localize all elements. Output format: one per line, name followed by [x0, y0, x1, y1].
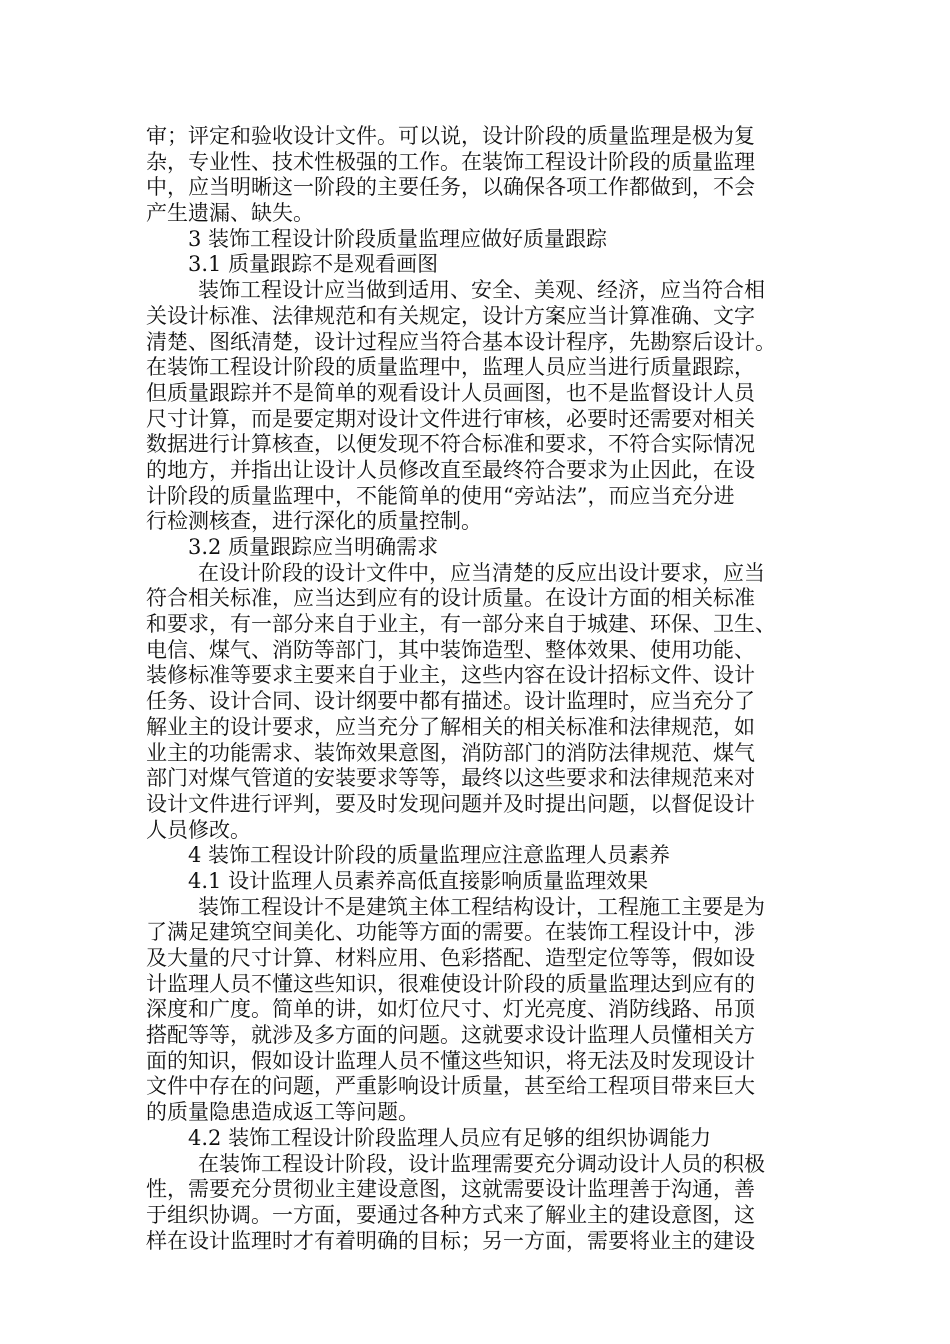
text-line: 深度和广度。简单的讲，如灯位尺寸、灯光亮度、消防线路、吊顶 — [146, 997, 755, 1022]
text-line: 清楚、图纸清楚，设计过程应当符合基本设计程序，先勘察后设计。 — [146, 329, 776, 354]
text-line: 面的知识，假如设计监理人员不懂这些知识，将无法及时发现设计 — [146, 1048, 755, 1073]
body-text — [146, 124, 806, 1254]
text-line: 尺寸计算，而是要定期对设计文件进行审核，必要时还需要对相关 — [146, 406, 755, 431]
text-line: 解业主的设计要求，应当充分了解相关的相关标准和法律规范，如 — [146, 714, 755, 739]
text-line: 产生遗漏、缺失。 — [146, 201, 314, 226]
text-line: 中，应当明晰这一阶段的主要任务，以确保各项工作都做到，不会 — [146, 175, 755, 200]
text-line: 装修标准等要求主要来自于业主，这些内容在设计招标文件、设计 — [146, 663, 755, 688]
text-line: 在设计阶段的设计文件中，应当清楚的反应出设计要求，应当 — [198, 560, 765, 585]
text-line: 电信、煤气、消防等部门，其中装饰造型、整体效果、使用功能、 — [146, 637, 755, 662]
text-line: 部门对煤气管道的安装要求等等，最终以这些要求和法律规范来对 — [146, 766, 755, 791]
text-line: 在装饰工程设计阶段的质量监理中，监理人员应当进行质量跟踪， — [146, 355, 755, 380]
text-line: 在装饰工程设计阶段，设计监理需要充分调动设计人员的积极 — [198, 1151, 765, 1176]
text-line: 装饰工程设计应当做到适用、安全、美观、经济，应当符合相 — [198, 278, 765, 303]
text-line: 数据进行计算核查，以便发现不符合标准和要求，不符合实际情况 — [146, 432, 755, 457]
text-line: 审；评定和验收设计文件。可以说，设计阶段的质量监理是极为复 — [146, 124, 755, 148]
section-heading-line: 4 装饰工程设计阶段的质量监理应注意监理人员素养 — [188, 843, 671, 868]
text-line: 符合相关标准，应当达到应有的设计质量。在设计方面的相关标准 — [146, 586, 755, 611]
text-line: 及大量的尺寸计算、材料应用、色彩搭配、造型定位等等，假如设 — [146, 946, 755, 970]
text-line: 了满足建筑空间美化、功能等方面的需要。在装饰工程设计中，涉 — [146, 920, 755, 945]
text-line: 装饰工程设计不是建筑主体工程结构设计，工程施工主要是为 — [198, 894, 765, 919]
section-heading-line: 3 装饰工程设计阶段质量监理应做好质量跟踪 — [188, 226, 608, 251]
text-line: 计阶段的质量监理中，不能简单的使用“旁站法”，而应当充分进 — [146, 483, 735, 508]
text-line: 文件中存在的问题，严重影响设计质量，甚至给工程项目带来巨大 — [146, 1074, 755, 1099]
text-line: 和要求，有一部分来自于业主，有一部分来自于城建、环保、卫生、 — [146, 612, 776, 637]
text-line: 杂，专业性、技术性极强的工作。在装饰工程设计阶段的质量监理 — [146, 149, 755, 174]
text-line: 人员修改。 — [146, 817, 251, 842]
section-heading-line: 3.1 质量跟踪不是观看画图 — [188, 252, 439, 277]
text-line: 计监理人员不懂这些知识，很难使设计阶段的质量监理达到应有的 — [146, 971, 755, 996]
text-line: 业主的功能需求、装饰效果意图，消防部门的消防法律规范、煤气 — [146, 740, 755, 765]
text-line: 于组织协调。一方面，要通过各种方式来了解业主的建设意图，这 — [146, 1202, 755, 1227]
text-line: 的地方，并指出让设计人员修改直至最终符合要求为止因此，在设 — [146, 457, 755, 482]
text-line: 的质量隐患造成返工等问题。 — [146, 1100, 419, 1125]
text-line: 关设计标准、法律规范和有关规定，设计方案应当计算准确、文字 — [146, 303, 755, 328]
text-line: 性，需要充分贯彻业主建设意图，这就需要设计监理善于沟通，善 — [146, 1177, 755, 1202]
text-line: 行检测核查，进行深化的质量控制。 — [146, 509, 482, 534]
text-line: 设计文件进行评判，要及时发现问题并及时提出问题，以督促设计 — [146, 791, 755, 816]
text-line: 样在设计监理时才有着明确的目标；另一方面，需要将业主的建设 — [146, 1228, 755, 1253]
text-line: 搭配等等，就涉及多方面的问题。这就要求设计监理人员懂相关方 — [146, 1023, 755, 1048]
section-heading-line: 4.1 设计监理人员素养高低直接影响质量监理效果 — [188, 868, 649, 893]
section-heading-line: 3.2 质量跟踪应当明确需求 — [188, 535, 439, 559]
text-line: 任务、设计合同、设计纲要中都有描述。设计监理时，应当充分了 — [146, 689, 755, 714]
section-heading-line: 4.2 装饰工程设计阶段监理人员应有足够的组织协调能力 — [188, 1125, 712, 1150]
text-line: 但质量跟踪并不是简单的观看设计人员画图，也不是监督设计人员 — [146, 380, 755, 405]
